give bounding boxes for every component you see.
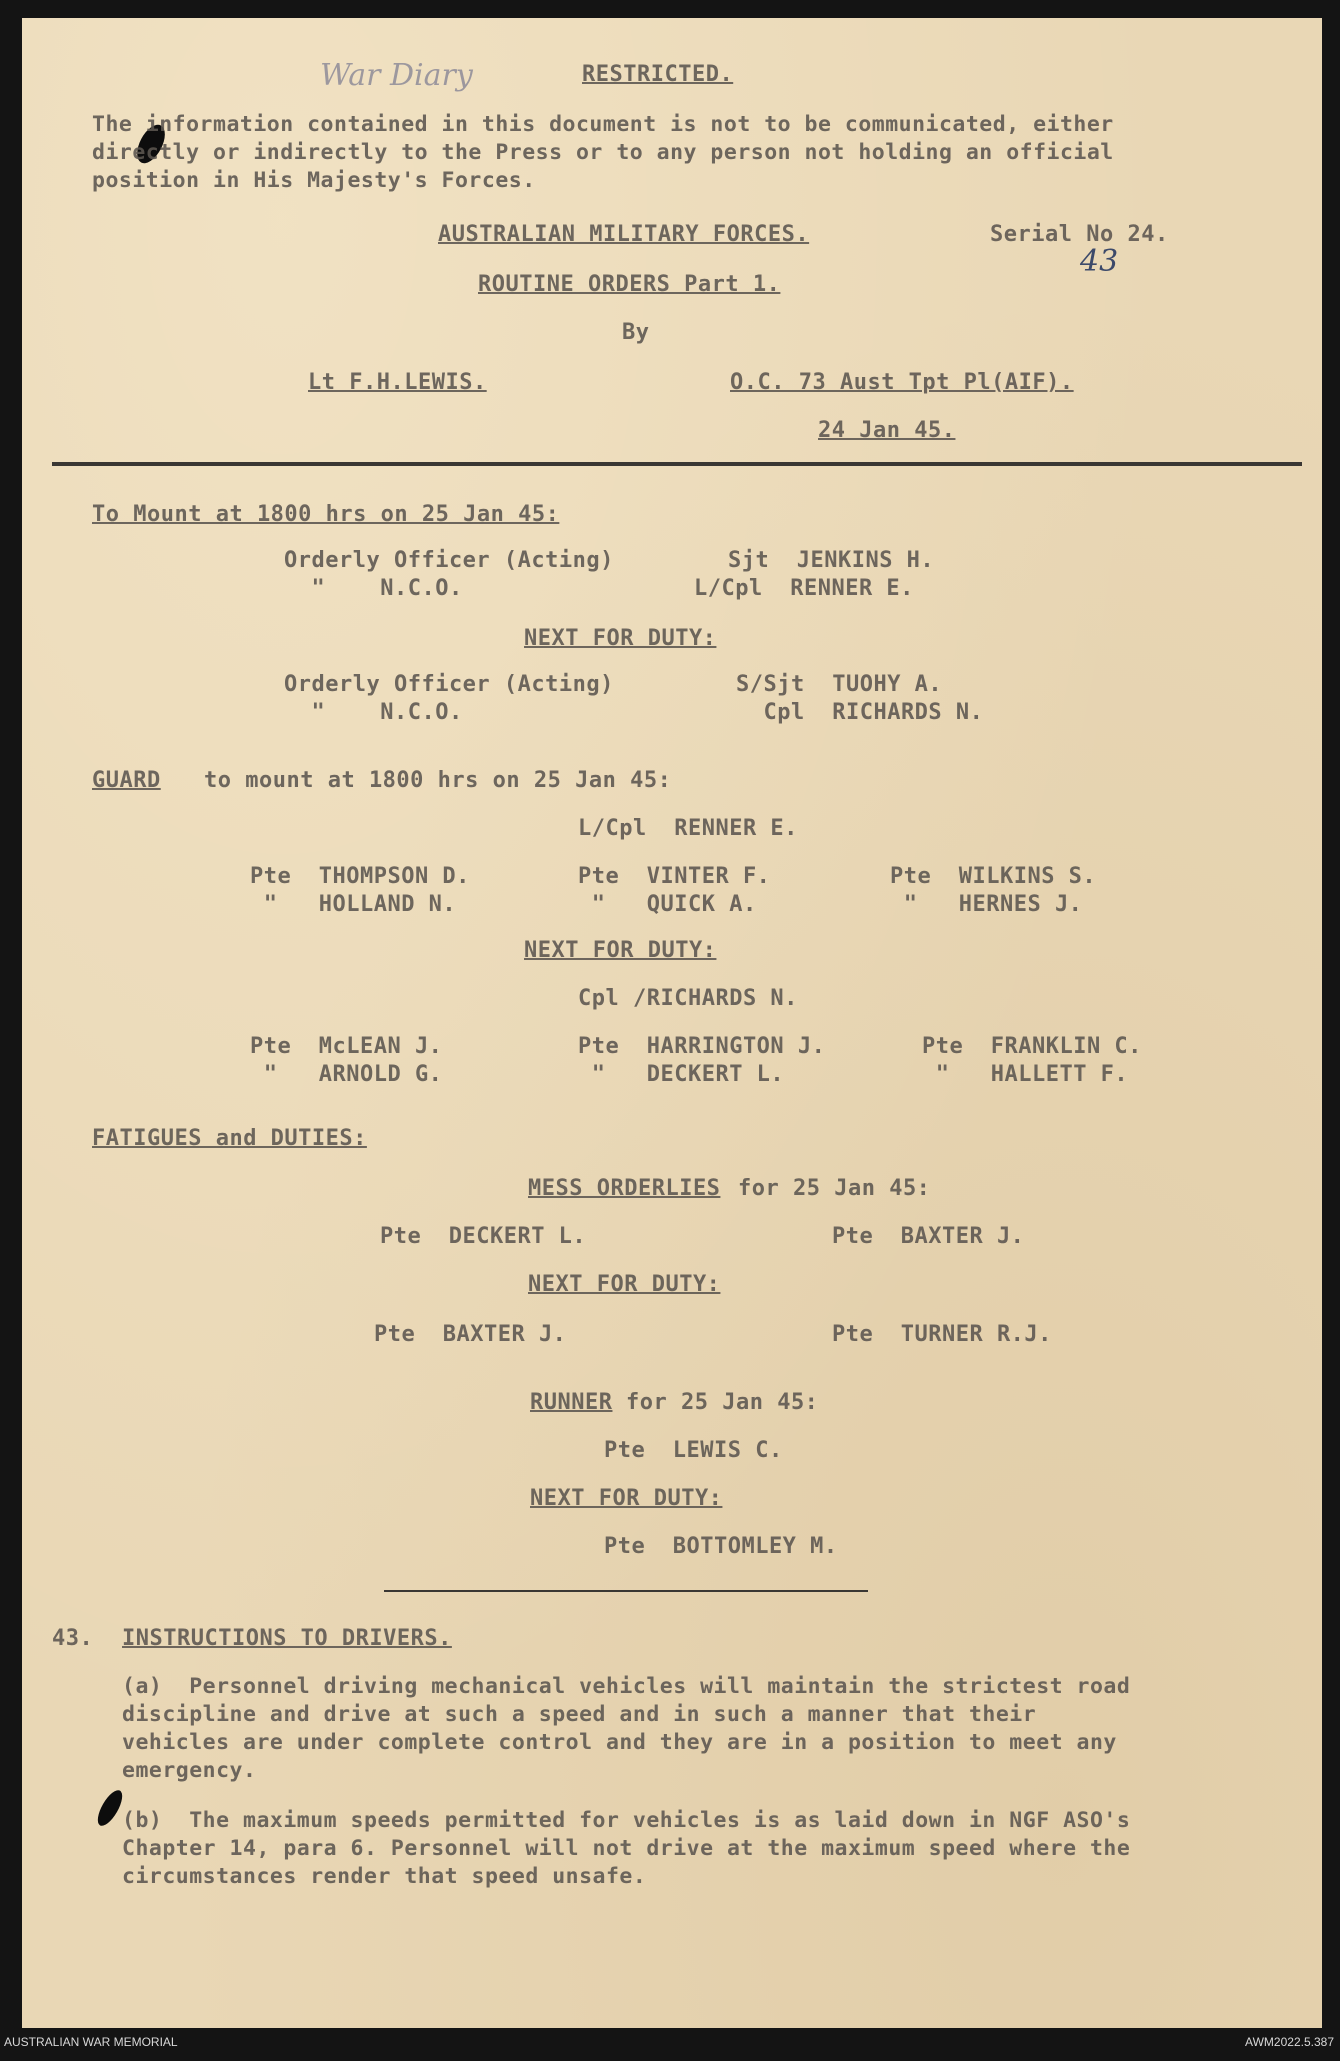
guard-heading-rest: to mount at 1800 hrs on 25 Jan 45: [204,768,672,793]
mount-next-heading: NEXT FOR DUTY: [524,626,717,651]
section-title: INSTRUCTIONS TO DRIVERS. [122,1626,452,1651]
order-date: 24 Jan 45. [818,418,956,443]
guard-member: " HOLLAND N. [250,892,457,917]
guard-member: Pte THOMPSON D. [250,864,470,889]
runner-date: for 25 Jan 45: [626,1390,819,1415]
mess-orderly: Pte DECKERT L. [380,1224,587,1249]
guard-next-member: " HALLETT F. [922,1062,1129,1087]
section-divider [384,1590,868,1592]
document-page [22,18,1322,2028]
mount-next-name: S/Sjt TUOHY A. [736,672,943,697]
guard-commander: L/Cpl RENNER E. [578,816,798,841]
mess-next-orderly: Pte TURNER R.J. [832,1322,1052,1347]
footer-reference: AWM2022.5.387 [1245,2035,1334,2049]
mount-next-role: Orderly Officer (Acting) [284,672,614,697]
guard-next-member: " ARNOLD G. [250,1062,443,1087]
header-divider [52,462,1302,466]
notice-line-3: position in His Majesty's Forces. [92,168,536,193]
by-label: By [622,320,650,345]
force-heading: AUSTRALIAN MILITARY FORCES. [438,222,810,247]
guard-next-member: Pte McLEAN J. [250,1034,443,1059]
section-number: 43. [52,1626,94,1651]
mount-next-role: " N.C.O. [284,700,463,725]
fatigues-heading: FATIGUES and DUTIES: [92,1126,367,1151]
mount-heading: To Mount at 1800 hrs on 25 Jan 45: [92,502,560,527]
para-a-line: discipline and drive at such a speed and in such a manner that their [122,1702,1037,1727]
mount-next-name: Cpl RICHARDS N. [736,700,984,725]
guard-next-member: Pte HARRINGTON J. [578,1034,826,1059]
handwritten-note: War Diary [320,58,473,93]
runner-next-name: Pte BOTTOMLEY M. [604,1534,838,1559]
guard-next-member: " DECKERT L. [578,1062,785,1087]
footer-source: AUSTRALIAN WAR MEMORIAL [4,2035,178,2049]
officer-name: Lt F.H.LEWIS. [308,370,487,395]
mount-role: " N.C.O. [284,576,463,601]
notice-line-2: directly or indirectly to the Press or to any person not holding an official [92,140,1114,165]
guard-heading-word: GUARD [92,768,161,793]
mount-name: L/Cpl RENNER E. [694,576,914,601]
mess-next-heading: NEXT FOR DUTY: [528,1272,721,1297]
mess-orderly: Pte BAXTER J. [832,1224,1025,1249]
notice-line-1: The information contained in this document is not to be communicated, either [92,112,1114,137]
mount-name: Sjt JENKINS H. [728,548,935,573]
guard-member: " HERNES J. [890,892,1083,917]
runner-next-heading: NEXT FOR DUTY: [530,1486,723,1511]
guard-next-heading: NEXT FOR DUTY: [524,938,717,963]
guard-next-member: Pte FRANKLIN C. [922,1034,1142,1059]
classification-heading: RESTRICTED. [582,62,734,87]
mess-orderlies-date: for 25 Jan 45: [738,1176,931,1201]
para-b-line: (b) The maximum speeds permitted for vehicles is as laid down in NGF ASO's [122,1808,1131,1833]
guard-member: Pte VINTER F. [578,864,771,889]
guard-member: Pte WILKINS S. [890,864,1097,889]
mess-orderlies-heading: MESS ORDERLIES [528,1176,721,1201]
mess-next-orderly: Pte BAXTER J. [374,1322,567,1347]
handwritten-folio-number: 43 [1080,244,1119,279]
guard-next-commander: Cpl /RICHARDS N. [578,986,798,1011]
orders-title: ROUTINE ORDERS Part 1. [478,272,781,297]
serial-number: Serial No 24. [990,222,1169,247]
command-title: O.C. 73 Aust Tpt Pl(AIF). [730,370,1074,395]
para-b-line: Chapter 14, para 6. Personnel will not drive at the maximum speed where the [122,1836,1131,1861]
runner-name: Pte LEWIS C. [604,1438,783,1463]
para-b-line: circumstances render that speed unsafe. [122,1864,647,1889]
para-a-line: vehicles are under complete control and they are in a position to meet any [122,1730,1117,1755]
para-a-line: emergency. [122,1758,257,1783]
runner-heading: RUNNER [530,1390,613,1415]
mount-role: Orderly Officer (Acting) [284,548,614,573]
para-a-line: (a) Personnel driving mechanical vehicles will maintain the strictest road [122,1674,1131,1699]
guard-member: " QUICK A. [578,892,757,917]
